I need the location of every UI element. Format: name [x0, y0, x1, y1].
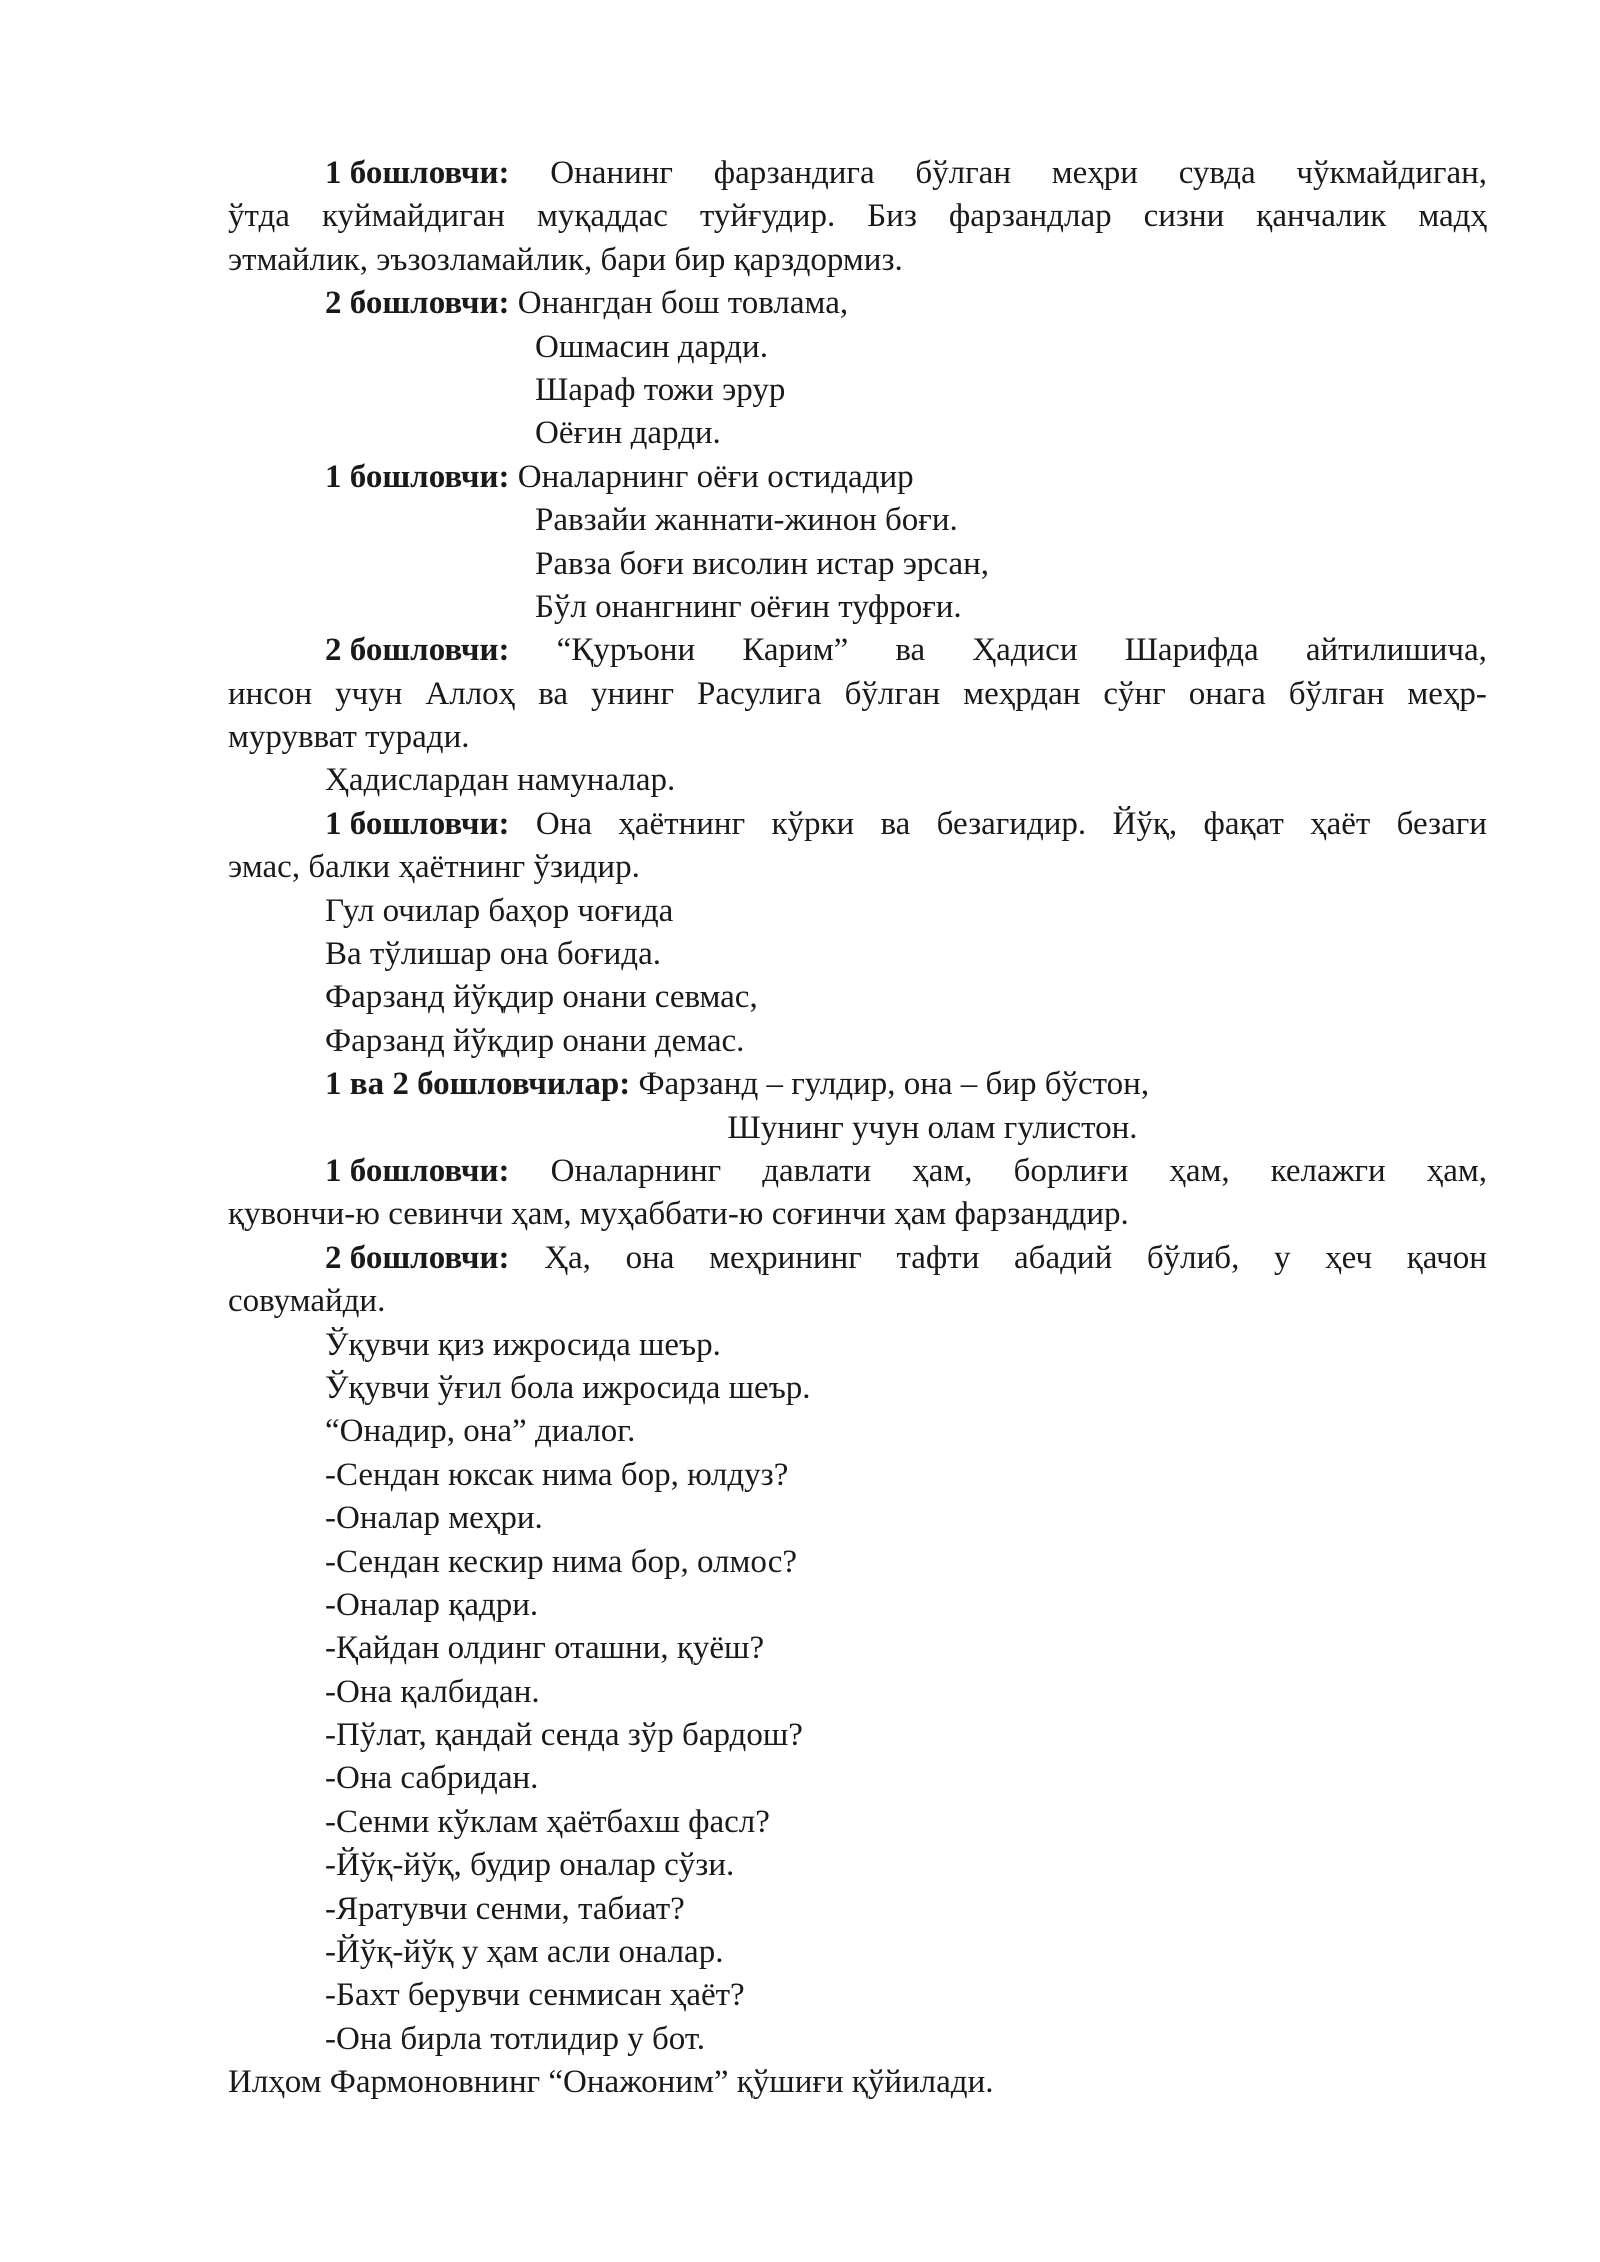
word: бўлган — [1288, 675, 1385, 712]
word: ҳам, — [912, 1152, 973, 1189]
word: муқаддас — [536, 198, 668, 235]
dialog-line: Ўқувчи ўғил бола ижросида шеър. — [325, 1369, 811, 1406]
word: сизни — [1143, 198, 1225, 235]
word: меҳрининг — [709, 1239, 862, 1276]
word: безаги — [1396, 805, 1487, 842]
verse-line: Ошмасин дарди. — [535, 328, 768, 365]
word: “Қуръони — [556, 632, 696, 669]
word: Биз — [867, 198, 917, 235]
verse-line: Оёғин дарди. — [535, 415, 721, 452]
paragraph-line — [228, 152, 1487, 195]
word: инсон — [228, 675, 313, 712]
word: учун — [335, 675, 403, 712]
word: бўлиб, — [1146, 1239, 1240, 1276]
dialog-line: -Она сабридан. — [325, 1760, 539, 1797]
word: борлиғи — [1013, 1152, 1129, 1189]
word: туйғудир. — [699, 198, 836, 235]
word: ҳаётнинг — [618, 805, 746, 842]
verse-text: Фарзанд – гулдир, она – бир бўстон, — [630, 1066, 1150, 1103]
paragraph-line — [228, 1237, 1487, 1280]
speaker-label: 1 бошловчи: — [325, 155, 510, 191]
dialog-line: -Сенми кўклам ҳаётбахш фасл? — [325, 1803, 770, 1840]
word: она — [625, 1239, 675, 1276]
word: ўтда — [228, 198, 290, 235]
word: сўнг — [1103, 675, 1166, 712]
word: Расулига — [697, 675, 822, 712]
verse-line: Равзайи жаннати-жинон боғи. — [535, 502, 958, 539]
word: Ҳа, — [544, 1239, 591, 1276]
word: ва — [895, 632, 926, 669]
speaker-label: 2 бошловчи: — [325, 1239, 510, 1276]
word: ва — [538, 675, 568, 712]
word: ҳеч — [1325, 1239, 1373, 1276]
word: Аллоҳ — [425, 675, 516, 712]
word: Оналарнинг — [550, 1152, 722, 1189]
word: абадий — [1014, 1239, 1113, 1276]
speaker-label: 1 бошловчи: — [325, 1152, 510, 1189]
word: келажги — [1270, 1152, 1386, 1189]
verse-line: Фарзанд йўқдир онани севмас, — [325, 979, 758, 1016]
word: сувда — [1178, 155, 1256, 191]
word: кўрки — [771, 805, 855, 842]
paragraph-line: Ҳадислардан намуналар. — [325, 762, 676, 799]
dialog-line: -Она бирла тотлидир у бот. — [325, 2020, 706, 2057]
word: ҳаёт — [1310, 805, 1371, 842]
word: бўлган — [915, 155, 1011, 191]
paragraph-line: эмас, балки ҳаётнинг ўзидир. — [228, 849, 640, 886]
dialog-line: -Оналар қадри. — [325, 1586, 539, 1623]
word: Йўқ, — [1112, 805, 1178, 842]
word: меҳр- — [1407, 675, 1487, 712]
verse-line: Фарзанд йўқдир онани демас. — [325, 1022, 745, 1059]
word: мадҳ — [1418, 198, 1487, 235]
verse-line: Ва тўлишар она боғида. — [325, 936, 661, 973]
dialog-line: -Сендан юксак нима бор, юлдуз? — [325, 1456, 789, 1493]
speaker-label: 2 бошловчи: — [325, 632, 510, 669]
dialog-line: -Бахт берувчи сенмисан ҳаёт? — [325, 1977, 745, 2014]
paragraph-line — [228, 282, 1487, 325]
word: меҳрдан — [963, 675, 1081, 712]
paragraph-line — [228, 1063, 1487, 1106]
dialog-line: Ўқувчи қиз ижросида шеър. — [325, 1326, 721, 1363]
dialog-line: “Онадир, она” диалог. — [325, 1413, 636, 1450]
word: ҳам, — [1169, 1152, 1230, 1189]
word: Шарифда — [1124, 632, 1259, 669]
word: фарзандлар — [948, 198, 1112, 235]
dialog-line: -Яратувчи сенми, табиат? — [325, 1890, 685, 1927]
word: куймайдиган — [321, 198, 505, 235]
speaker-label: 2 бошловчи: — [325, 285, 510, 322]
word: Она — [535, 805, 593, 842]
paragraph-line — [228, 673, 1487, 716]
word: айтилишича, — [1305, 632, 1487, 669]
paragraph-line — [228, 803, 1487, 846]
speaker-label: 1 бошловчи: — [325, 805, 510, 842]
word: онага — [1188, 675, 1266, 712]
closing-line: Илҳом Фармоновнинг “Онажоним” қўшиғи қўйилади. — [228, 2064, 994, 2101]
word: қачон — [1406, 1239, 1487, 1276]
paragraph-line — [228, 456, 1487, 499]
word: Онанинг — [550, 155, 673, 191]
paragraph-line — [228, 1150, 1487, 1193]
dialog-list — [228, 1324, 1487, 2062]
verse-line: Равза боғи висолин истар эрсан, — [535, 545, 990, 582]
dialog-line: -Йўқ-йўқ у ҳам асли оналар. — [325, 1934, 724, 1971]
word: ва — [880, 805, 911, 842]
word: қанчалик — [1256, 198, 1387, 235]
word: чўкмайдиган, — [1296, 155, 1487, 191]
speaker-label: 1 бошловчи: — [325, 458, 510, 495]
dialog-line: -Она қалбидан. — [325, 1673, 540, 1710]
dialog-line: -Сендан кескир нима бор, олмос? — [325, 1543, 798, 1580]
word: бўлган — [844, 675, 941, 712]
word: меҳри — [1051, 155, 1138, 191]
dialog-line: -Пўлат, қандай сенда зўр бардош? — [325, 1717, 803, 1754]
verse-line: Бўл онангнинг оёғин туфроғи. — [535, 588, 962, 625]
word: безагидир. — [936, 805, 1087, 842]
word: унинг — [590, 675, 674, 712]
paragraph-line — [228, 629, 1487, 672]
verse-text: Онангдан бош товлама, — [509, 285, 849, 322]
dialog-line: -Қайдан олдинг оташни, қуёш? — [325, 1630, 765, 1667]
verse-line: Шараф тожи эрур — [535, 371, 786, 408]
verse-line: Гул очилар баҳор чоғида — [325, 892, 674, 929]
word: фарзандига — [713, 155, 875, 191]
verse-text: Оналарнинг оёғи остидадир — [509, 458, 914, 495]
word: у — [1274, 1239, 1291, 1276]
word: Ҳадиси — [972, 632, 1078, 669]
dialog-line: -Оналар меҳри. — [325, 1500, 543, 1537]
verse-line: Шунинг учун олам гулистон. — [727, 1109, 1138, 1146]
word: фақат — [1203, 805, 1284, 842]
paragraph-line: қувончи-ю севинчи ҳам, муҳаббати-ю соғинчи ҳам фарзанддир. — [228, 1196, 1129, 1233]
paragraph-line: совумайди. — [228, 1283, 386, 1320]
word: Карим” — [742, 632, 849, 669]
paragraph-line: этмайлик, эъзозламайлик, бари бир қарздормиз. — [228, 241, 903, 278]
word: ҳам, — [1426, 1152, 1487, 1189]
paragraph-line — [228, 195, 1487, 238]
dialog-line: -Йўқ-йўқ, будир оналар сўзи. — [325, 1847, 735, 1884]
word: давлати — [762, 1152, 872, 1189]
document-page — [228, 152, 1487, 2105]
paragraph-line: мурувват туради. — [228, 719, 470, 756]
word: тафти — [896, 1239, 980, 1276]
speaker-label: 1 ва 2 бошловчилар: — [325, 1066, 631, 1103]
